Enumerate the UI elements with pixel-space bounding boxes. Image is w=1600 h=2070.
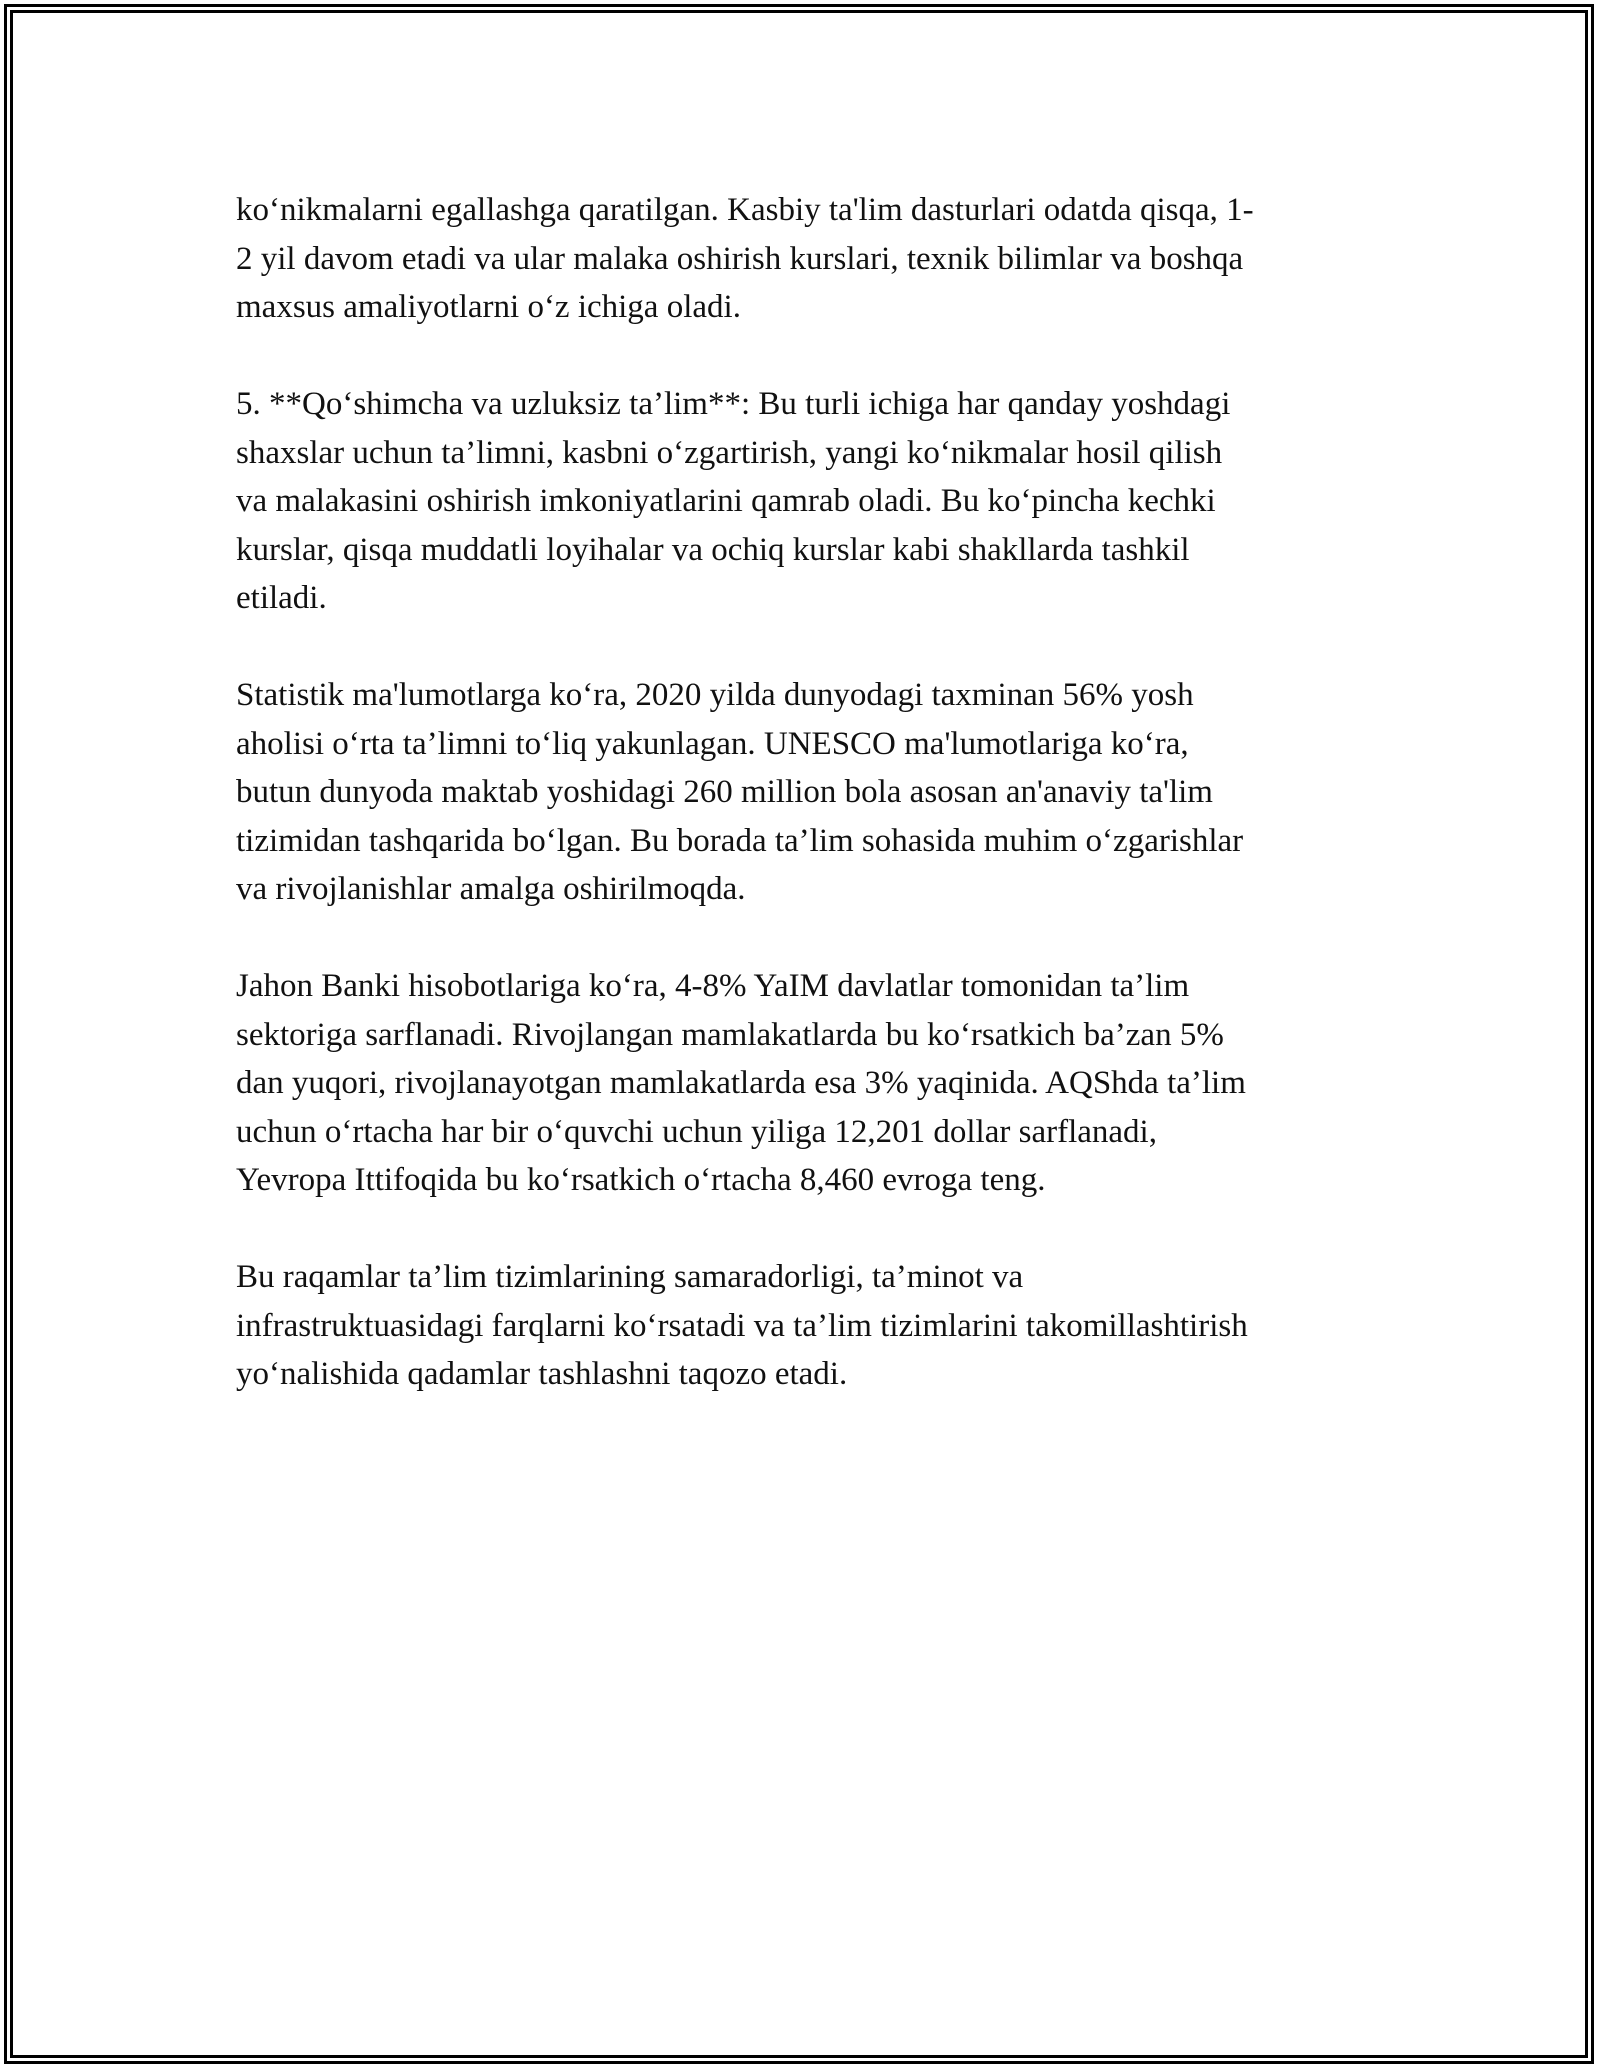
document-body: [236, 186, 1366, 1447]
paragraph-statistics: Statistik ma'lumotlarga ko‘ra, 2020 yilda dunyodagi taxminan 56% yosh aholisi o‘rta ta’limni to‘liq yakunlagan. UNESCO ma'lumotlariga ko‘ra, butun dunyoda maktab yoshidagi 260 million bola asosan an'anaviy ta'lim tizimidan tashqarida bo‘lgan. Bu borada ta’lim sohasida muhim o‘zgarishlar va rivojlanishlar amalga oshirilmoqda.: [236, 677, 1244, 907]
paragraph-vocational-education: ko‘nikmalarni egallashga qaratilgan. Kasbiy ta'lim dasturlari odatda qisqa, 1- 2 yil davom etadi va ular malaka oshirish kurslari, texnik bilimlar va boshqa maxsus amaliyotlarni o‘z ichiga oladi.: [236, 192, 1254, 325]
paragraph-conclusion: Bu raqamlar ta’lim tizimlarining samaradorligi, ta’minot va infrastruktuasidagi farqlarni ko‘rsatadi va ta’lim tizimlarini takomillashtirish yo‘nalishida qadamlar tashlashni taqozo etadi.: [236, 1259, 1248, 1392]
paragraph-continuing-education: 5. **Qo‘shimcha va uzluksiz ta’lim**: Bu turli ichiga har qanday yoshdagi shaxslar uchun ta’limni, kasbni o‘zgartirish, yangi ko‘nikmalar hosil qilish va malakasini oshirish imkoniyatlarini qamrab oladi. Bu ko‘pincha kechki kurslar, qisqa muddatli loyihalar va ochiq kurslar kabi shakllarda tashkil etiladi.: [236, 386, 1231, 616]
paragraph-world-bank: Jahon Banki hisobotlariga ko‘ra, 4-8% YaIM davlatlar tomonidan ta’lim sektoriga sarflanadi. Rivojlangan mamlakatlarda bu ko‘rsatkich ba’zan 5% dan yuqori, rivojlanayotgan mamlakatlarda esa 3% yaqinida. AQShda ta’lim uchun o‘rtacha har bir o‘quvchi uchun yiliga 12,201 dollar sarflanadi, Yevropa Ittifoqida bu ko‘rsatkich o‘rtacha 8,460 evroga teng.: [236, 968, 1246, 1198]
